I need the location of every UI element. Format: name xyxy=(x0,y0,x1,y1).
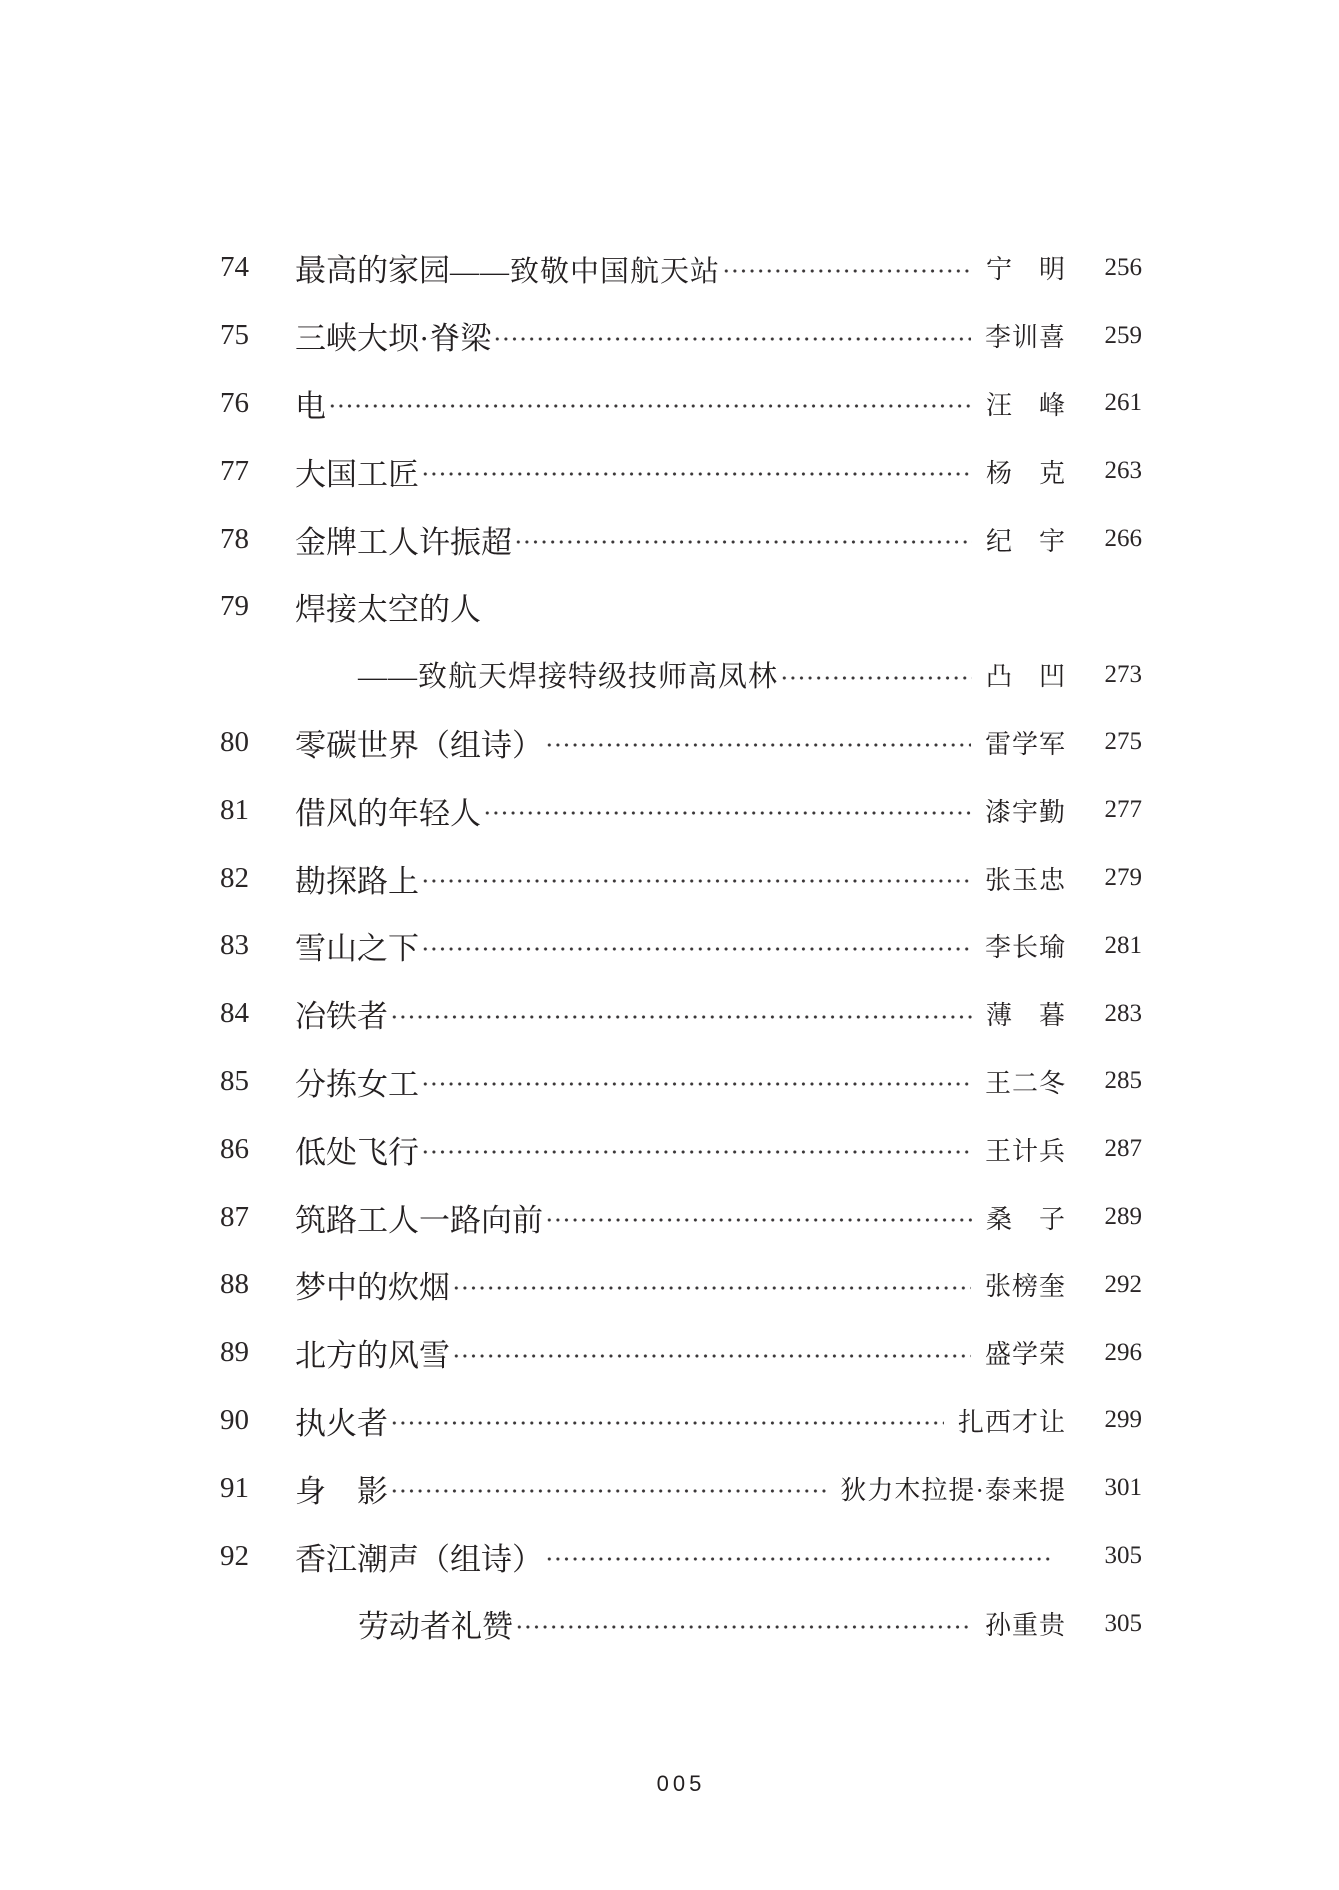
entry-title: 身 影 xyxy=(295,1473,388,1509)
entry-title: 执火者 xyxy=(295,1405,388,1441)
dot-leader xyxy=(483,803,971,823)
entry-subtitle: ——致敬中国航天站 xyxy=(450,256,721,289)
toc-entry xyxy=(220,437,1142,505)
entry-main xyxy=(295,381,1066,426)
entry-main xyxy=(295,245,1066,290)
dot-leader xyxy=(545,1210,972,1230)
dot-leader xyxy=(421,939,971,959)
entry-page: 305 xyxy=(1104,1542,1142,1570)
entry-title: 北方的风雪 xyxy=(295,1338,450,1374)
entry-title: 借风的年轻人 xyxy=(295,795,481,831)
toc-entry xyxy=(220,912,1142,980)
entry-main xyxy=(295,313,1066,358)
dot-leader xyxy=(515,1617,971,1637)
entry-author: 张榜奎 xyxy=(984,1272,1066,1302)
entry-author: 扎西才让 xyxy=(957,1407,1066,1437)
entry-author: 孙重贵 xyxy=(984,1611,1066,1641)
entry-main xyxy=(295,1534,1066,1579)
entry-page: 259 xyxy=(1104,321,1142,349)
entry-page: 266 xyxy=(1104,525,1142,553)
entry-author: 杨 克 xyxy=(986,458,1066,488)
entry-number: 88 xyxy=(220,1268,249,1301)
entry-author: 李长瑜 xyxy=(984,933,1066,963)
entry-title: 冶铁者 xyxy=(295,999,388,1035)
entry-author: 漆宇勤 xyxy=(984,797,1066,827)
entry-title: 勘探路上 xyxy=(295,863,419,899)
entry-title: 电 xyxy=(295,388,326,424)
entry-number: 85 xyxy=(220,1064,249,1097)
entry-title: 低处飞行 xyxy=(295,1134,419,1170)
entry-page: 301 xyxy=(1104,1474,1142,1502)
entry-number: 78 xyxy=(220,522,249,555)
entry-number: 84 xyxy=(220,997,249,1030)
entry-title: 焊接太空的人 xyxy=(295,592,481,628)
dot-leader xyxy=(328,396,972,416)
entry-number: 80 xyxy=(220,725,249,758)
entry-page: 263 xyxy=(1104,457,1142,485)
dot-leader xyxy=(390,1413,944,1433)
entry-number: 87 xyxy=(220,1200,249,1233)
entry-title: 雪山之下 xyxy=(295,931,419,967)
dot-leader xyxy=(390,1481,826,1501)
entry-main xyxy=(295,720,1066,765)
entry-number: 76 xyxy=(220,386,249,419)
entry-main xyxy=(295,1466,1066,1511)
entry-author: 汪 峰 xyxy=(986,390,1066,420)
entry-number: 77 xyxy=(220,454,249,487)
entry-main xyxy=(295,1127,1066,1172)
entry-number: 79 xyxy=(220,590,249,623)
entry-number: 92 xyxy=(220,1539,249,1572)
entry-title: 零碳世界（组诗） xyxy=(295,727,543,763)
entry-subtitle: ——致航天焊接特级技师高凤林 xyxy=(358,661,779,694)
entry-author: 王二冬 xyxy=(984,1068,1066,1098)
entry-author: 雷学军 xyxy=(984,729,1066,759)
toc-entry xyxy=(220,1454,1142,1522)
entry-title: 金牌工人许振超 xyxy=(295,524,512,560)
entry-page: 289 xyxy=(1104,1203,1142,1231)
entry-page: 285 xyxy=(1104,1067,1142,1095)
toc-entry xyxy=(220,1115,1142,1183)
entry-number: 83 xyxy=(220,929,249,962)
entry-page: 273 xyxy=(1104,660,1142,688)
entry-main xyxy=(295,449,1066,494)
entry-main xyxy=(295,1195,1066,1240)
table-of-contents xyxy=(220,234,1142,1658)
entry-page: 305 xyxy=(1104,1609,1142,1637)
entry-author: 凸 凹 xyxy=(986,662,1066,692)
toc-entry xyxy=(220,709,1142,777)
entry-number: 75 xyxy=(220,319,249,352)
dot-leader xyxy=(493,329,971,349)
entry-page: 261 xyxy=(1104,389,1142,417)
entry-page: 275 xyxy=(1104,728,1142,756)
entry-title: 梦中的炊烟 xyxy=(295,1270,450,1306)
entry-author: 狄力木拉提·泰来提 xyxy=(840,1475,1066,1505)
entry-page: 277 xyxy=(1104,796,1142,824)
dot-leader xyxy=(390,1007,972,1027)
entry-title: 筑路工人一路向前 xyxy=(295,1202,543,1238)
toc-entry xyxy=(220,980,1142,1048)
dot-leader xyxy=(452,1346,971,1366)
toc-entry xyxy=(220,844,1142,912)
toc-entry xyxy=(220,234,1142,302)
toc-entry-continuation xyxy=(220,641,1142,709)
entry-author: 张玉忠 xyxy=(984,865,1066,895)
entry-main xyxy=(295,1398,1066,1443)
toc-entry xyxy=(220,1387,1142,1455)
toc-entry xyxy=(220,1251,1142,1319)
toc-entry xyxy=(220,505,1142,573)
dot-leader xyxy=(722,261,972,281)
entry-author: 薄 暮 xyxy=(986,1001,1066,1031)
entry-number: 91 xyxy=(220,1471,249,1504)
toc-entry xyxy=(220,573,1142,641)
dot-leader xyxy=(545,735,971,755)
entry-author: 盛学荣 xyxy=(984,1340,1066,1370)
toc-entry xyxy=(220,370,1142,438)
entry-main xyxy=(358,654,1066,695)
entry-number: 90 xyxy=(220,1403,249,1436)
entry-number: 89 xyxy=(220,1336,249,1369)
entry-author: 李训喜 xyxy=(984,323,1066,353)
entry-page: 256 xyxy=(1104,253,1142,281)
entry-title xyxy=(295,245,720,290)
entry-number: 81 xyxy=(220,793,249,826)
entry-main xyxy=(295,991,1066,1036)
entry-page: 287 xyxy=(1104,1135,1142,1163)
entry-main xyxy=(295,856,1066,901)
entry-number: 86 xyxy=(220,1132,249,1165)
entry-main xyxy=(295,1330,1066,1375)
toc-entry xyxy=(220,1319,1142,1387)
entry-number: 74 xyxy=(220,251,249,284)
entry-title: 香江潮声（组诗） xyxy=(295,1541,543,1577)
dot-leader xyxy=(514,532,972,552)
toc-entry xyxy=(220,1048,1142,1116)
dot-leader xyxy=(545,1549,1054,1569)
entry-title-text: 最高的家园 xyxy=(295,253,450,289)
entry-number: 82 xyxy=(220,861,249,894)
dot-leader xyxy=(780,668,972,688)
entry-page: 283 xyxy=(1104,999,1142,1027)
entry-author: 王计兵 xyxy=(984,1136,1066,1166)
toc-entry xyxy=(220,1522,1142,1590)
toc-entry xyxy=(220,1183,1142,1251)
dot-leader xyxy=(452,1278,971,1298)
toc-sub-entry xyxy=(220,1590,1142,1658)
entry-main xyxy=(295,584,1142,629)
entry-title: 大国工匠 xyxy=(295,456,419,492)
entry-page: 292 xyxy=(1104,1270,1142,1298)
entry-page: 299 xyxy=(1104,1406,1142,1434)
dot-leader xyxy=(421,1142,971,1162)
page-number: 005 xyxy=(656,1771,706,1796)
entry-main xyxy=(295,923,1066,968)
entry-main xyxy=(295,788,1066,833)
entry-main xyxy=(295,1059,1066,1104)
entry-author: 纪 宇 xyxy=(986,526,1066,556)
entry-main xyxy=(295,1262,1066,1307)
entry-title: 三峡大坝·脊梁 xyxy=(295,321,492,357)
entry-page: 296 xyxy=(1104,1338,1142,1366)
dot-leader xyxy=(421,1074,971,1094)
entry-main xyxy=(358,1601,1066,1646)
entry-title: 分拣女工 xyxy=(295,1066,419,1102)
sub-entry-title: 劳动者礼赞 xyxy=(358,1609,513,1645)
dot-leader xyxy=(421,464,972,484)
toc-entry xyxy=(220,776,1142,844)
entry-page: 279 xyxy=(1104,864,1142,892)
toc-entry xyxy=(220,302,1142,370)
dot-leader xyxy=(421,871,971,891)
entry-main xyxy=(295,517,1066,562)
entry-page: 281 xyxy=(1104,931,1142,959)
entry-author: 宁 明 xyxy=(986,255,1066,285)
entry-author: 桑 子 xyxy=(986,1204,1066,1234)
